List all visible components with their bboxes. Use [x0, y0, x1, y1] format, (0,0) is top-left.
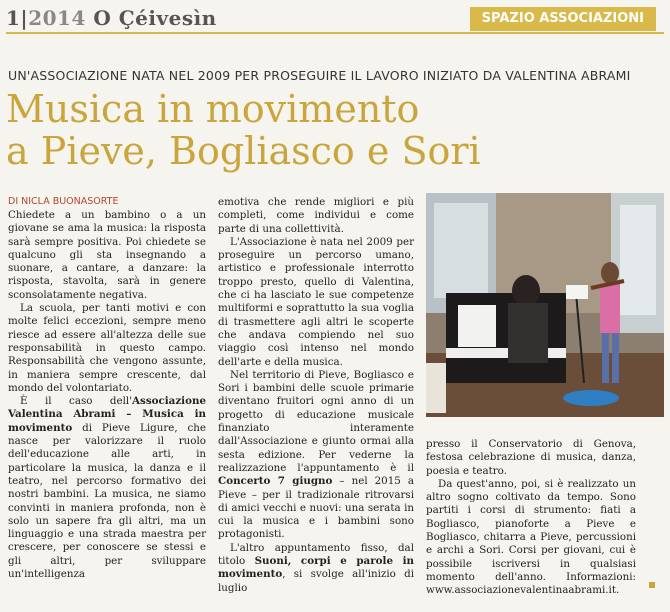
photo-illustration	[426, 193, 664, 417]
paragraph: emotiva che rende migliori e più completi, come individui e come parte di una collettività.	[218, 196, 414, 235]
paragraph: L'Associazione è nata nel 2009 per proseguire un percorso umano, artistico e professionale interrotto troppo presto, quello di Valentina, che ci ha lasciato le sue competenze multiformi e soprattutto la sua voglia di trasmettere agli altri le scoperte che andava compiendo nel suo viaggio così intenso nel mondo dell'arte e della musica.	[218, 235, 414, 368]
paragraph	[8, 395, 206, 581]
byline-prefix: DI	[8, 196, 22, 207]
article-headline	[6, 88, 626, 172]
paragraph: La scuola, per tanti motivi e con molte felici eccezioni, sempre meno riesce ad essere all'altezza delle sue responsabilità in questo campo. Responsabilità che vengono assunte, in maniera sempre crescente, dal mondo del volontariato.	[8, 302, 206, 394]
masthead	[6, 6, 217, 30]
text-run: Nel territorio di Pieve, Bogliasco e Sori i bambini delle scuole primarie diventano fruitori ogni anno di un progetto di educazione musicale finanziato interamente dall'Associazione e giunto ormai alla sesta edizione. Per vederne la realizzazione l'appuntamento è il	[218, 368, 414, 474]
text-run: L'altro appuntamento fisso, dal titolo	[218, 541, 414, 568]
page-number: 1|	[6, 6, 29, 30]
paragraph	[218, 542, 414, 595]
music-lesson-photo	[426, 193, 664, 417]
article-column-3	[426, 438, 636, 598]
paragraph: presso il Conservatorio di Genova, festosa celebrazione di musica, danza, poesia e teatro.	[426, 438, 636, 477]
article-column-1	[8, 209, 206, 581]
paragraph: Chiedete a un bambino o a un giovane se ama la musica: la risposta sarà sempre positiva. Poi chiedete se qualcuno gli sta insegnando a suonare, a cantare, a danzare: la risposta, stavolta, sarà in genere sconsolatamente negativa.	[8, 209, 206, 301]
association-name: Associazione Valentina Abrami – Musica in movimento	[8, 395, 206, 434]
event-name: Suoni, corpi e parole in movimento	[218, 555, 414, 581]
concert-name: Concerto 7 giugno	[218, 475, 333, 488]
headline-line-2: a Pieve, Bogliasco e Sori	[6, 129, 481, 173]
article-column-2	[218, 196, 414, 595]
headline-line-1: Musica in movimento	[6, 87, 420, 131]
issue-year: 2014	[28, 6, 86, 30]
publication-name: O Çéivesìn	[93, 6, 217, 30]
text-run: – nel 2015 a Pieve – per il tradizionale ritrovarsi di amici vecchi e nuovi: una serata in cui la musica e i bambini sono protagonisti.	[218, 475, 414, 541]
paragraph: Da quest'anno, poi, si è realizzato un altro sogno coltivato da tempo. Sono partiti i corsi di strumento: fiati a Bogliasco, pianoforte a Pieve e Bogliasco, chitarra a Pieve, percussioni e archi a Sori. Corsi per giovani, cui è possibile iscriversi in qualsiasi momento dell'anno. Informazioni: www.associazionevalentinaabrami.it.	[426, 477, 636, 597]
end-of-article-mark	[649, 582, 655, 588]
section-tag: SPAZIO ASSOCIAZIONI	[470, 7, 656, 31]
text-run: , si svolge all'inizio di luglio	[218, 568, 414, 594]
paragraph	[218, 369, 414, 542]
text-run: È il caso dell'	[20, 395, 133, 408]
article-kicker: UN'ASSOCIAZIONE NATA NEL 2009 PER PROSEGUIRE IL LAVORO INIZIATO DA VALENTINA ABRAMI	[8, 68, 631, 83]
text-run: di Pieve Ligure, che nasce per valorizzare il ruolo dell'educazione alle arti, in particolare la musica, la danza e il teatro, nel percorso formativo dei nostri bambini. La musica, ne siamo convinti in maniera profonda, non è solo un sapere fra gli altri, ma un linguaggio e una strada maestra per crescere, per conoscere se stessi e gli altri, per sviluppare un'intelligenza	[8, 421, 206, 581]
page-header	[6, 4, 664, 34]
byline-author: NICLA BUONASORTE	[21, 196, 119, 207]
byline	[8, 196, 119, 207]
